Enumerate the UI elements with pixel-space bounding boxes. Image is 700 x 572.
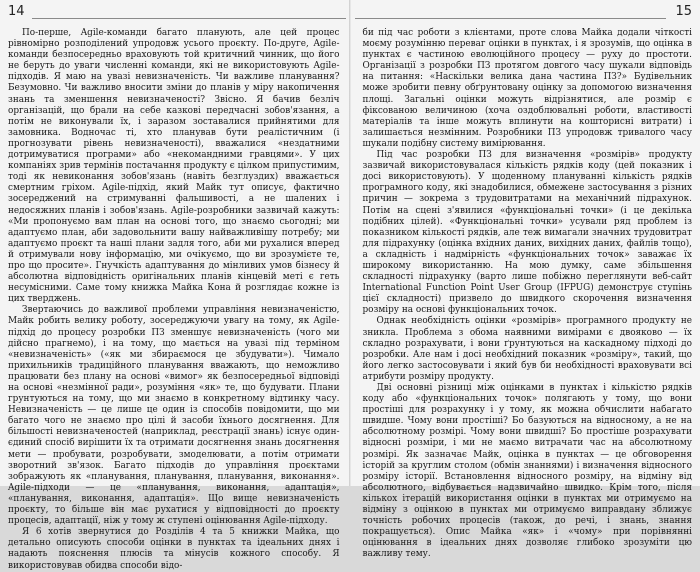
paragraph: Дві основні різниці між оцінками в пунктах і кількістю рядків коду або «функціональних точок» полягають у тому, що вони простіші для розрахунку і у тому, як можна обчислити набагато швидше. Чому вони простіші? Бо базуються на відносному, а не на абсолютному розмірі. Чому вони швидші? Бо простіше розрахувати відносні розміри, і ми не маємо витрачати час на абсолютному розмірі. Як зазначає Майк, оцінка в пунктах — це обговорення історій за круглим столом (обмін знаннями) і визначення відносного розміру історії. Встановлення відносного розміру, на відміну від абсолютного, відбувається надзвичайно швидко. Крім того, після кількох ітерацій використання оцінки в пунктах ми отримуємо на відміну з оцінкою в пунктах ми отримуємо виправдану зближує точність робочих процесів (також, до речі, і знань, знання покращується). Опис Майка «як» і «чому» при порівнянні оцінювання в ідеальних днях дозволяє глибоко зрозуміти цю важливу тему.: [363, 383, 693, 561]
paragraph: Однак необхідність оцінки «розмірів» програмного продукту не зникла. Проблема з обома наявними вимірами є двояково — їх складно розрахувати, і вони ґрунтуються на каскадному підході до розробки. Але нам і досі необхідний показник «розміру», такий, що його легко застосовувати і який був би необхідності враховувати всі атрибути розміру продукту.: [363, 316, 693, 383]
paragraph: По-перше, Agile-команди багато планують, але цей процес рівномірно розподілений упродовж усього проєкту. По-друге, Agile-команди безпосередньо враховують той критичний чинник, що його не беруть до уваги численні команди, які не використовують Agile-підходів. Я маю на увазі невизначеність. Чи важливе планування? Безумовно. Чи важливо вносити зміни до планів у міру накопичення знань та зменшення невизначеності? Звісно. Я бачив безліч організацій, що брали на себе казкові передчасні зобов'язання, а потім не виконували їх, і заразом зоставалися прийнятими для замовника. Водночас ті, хто планував бути реалістичним (і прогнозувати рівень невизначеності), вважалися «нездатними дотримуватися програми» або «некомандними гравцями». У цих компаніях зрив термінів постачання продукту є цілком припустимим, тоді як невиконання зобов'язань (навіть безглуздих) вважається смертним гріхом. Agile-підхід, який Майк тут описує, фактично зосереджений на стримуванні фальшивості, а не шалених і недосяжних планів і зобов'язань. Agile-розробники зазвичай кажуть: «Ми пропонуємо вам план на основі того, що знаємо сьогодні; ми адаптуємо план, аби задовольнити вашу найважливішу потребу; ми адаптуємо проєкт та наші плани задля того, аби ми рухалися вперед й отримували нову інформацію, ми очікуємо, що ви зрозумієте те, про що просите». Гнучкість адаптування до мінливих умов бізнесу й абсолютна відповідність оригінальних планів кінцевій меті є геть несумісними. Саме тому книжка Майка Кона й розглядає кожне із цих тверджень.: [8, 28, 340, 305]
page-number-right: 15: [675, 4, 692, 19]
header-rule-right: [355, 18, 667, 19]
right-page: [351, 0, 700, 486]
paragraph: Я 6 хотів звернутися до Розділів 4 та 5 книжки Майка, що детально описують способи оцінки в пунктах та ідеальних днях і надають пояснення плюсів та мінусів кожного способу. Я використовував обидва способи відо-: [8, 527, 340, 571]
paragraph: Звертаючись до важливої проблеми управління невизначеністю, Майк робить велику роботу, зосереджуючи увагу на тому, як Agile-підхід до процесу розробки ПЗ зменшує невизначеність (чого ми дійсно прагнемо), і на тому, що мається на увазі під терміном «невизначеність» («як ми збираємося це збудувати»). Чимало прихильників традиційного планування вважають, що неможливо працювати без плану на основі «вимог» як безпосередньої відповіді на основі «незмінної ради», розуміння «як» те, що будувати. Плани грунтуються на тому, що ми знаємо в конкретному відтинку часу. Невизначеність — це лише це один із способів повідомити, що ми багато чого не знаємо про цілі й засоби їхнього досягнення. Для більшості невизначеностей (наприклад, реєстрації знань) існує один-єдиний спосіб вирішити їх та отримати досягнення знань досягнення мети — пробувати, розробувати, змоделювати, а потім отримати зворотний зв'язок. Багато підходів до управління проєктами зображують як «планування, планування, планування, виконання». Agile-підходи — це «планування, виконання, адаптація», «планування, виконання, адаптація». Що вище невизначеність проєкту, то більше він має рухатися у відповідності до проєкту процесів, адаптації, ніж у тому ж ступені оцінювання Agile-підходу.: [8, 305, 340, 527]
left-page-body: [8, 28, 340, 484]
page-number-left: 14: [8, 4, 25, 19]
paragraph: Під час розробки ПЗ для визначення «розмірів» продукту зазвичай використовувалася кількість рядків коду (цей показник і досі використовують). У щоденному плануванні кількість рядків програмного коду, які знадобилися, обмежене застосування з різних причин — зокрема з трудовитратами на механічний підрахунок. Потім на сцені з'явилися «функціональні точки» (і це декілька подібних цілей). «Функціональні точки» усували ряд проблем із показником кількості рядків, але теж вимагали значних трудовитрат для підрахунку (оцінка вхідних даних, вихідних даних, файлів тощо), а складність і надмірність «функціональних точок» заважає їх широкому використанню. На мою думку, саме збільшення складності підрахунку (варто лише побіжно переглянути веб-сайт International Function Point User Group (IFPUG) демонструє ступінь цієї складності) призвело до швидкого скорочення визначення розміру на основі функціональних точок.: [363, 150, 693, 316]
left-page: [0, 0, 351, 486]
header-rule-left: [32, 18, 346, 19]
right-page-body: [363, 28, 693, 484]
paragraph: би під час роботи з клієнтами, проте слова Майка додали чіткості моєму розумінню переваг оцінки в пунктах, і я зрозумів, що оцінка в пунктах є частиною еволюційного процесу — руху до простоти. Організації з розробки ПЗ протягом довгого часу шукали відповідь на питання: «Наскільки велика дана частина ПЗ?» Будівельник може зробити певну обґрунтовану оцінку за допомогою визначення площі. Загальні оцінки можуть відрізнятися, але розмір є фіксованою величиною (хоча оздоблювальні роботи, властивості матеріалів та інше можуть вплинути на кошторисні витрати) і залишається незмінним. Розробники ПЗ упродовж тривалого часу шукали подібну систему вимірювання.: [363, 28, 693, 150]
